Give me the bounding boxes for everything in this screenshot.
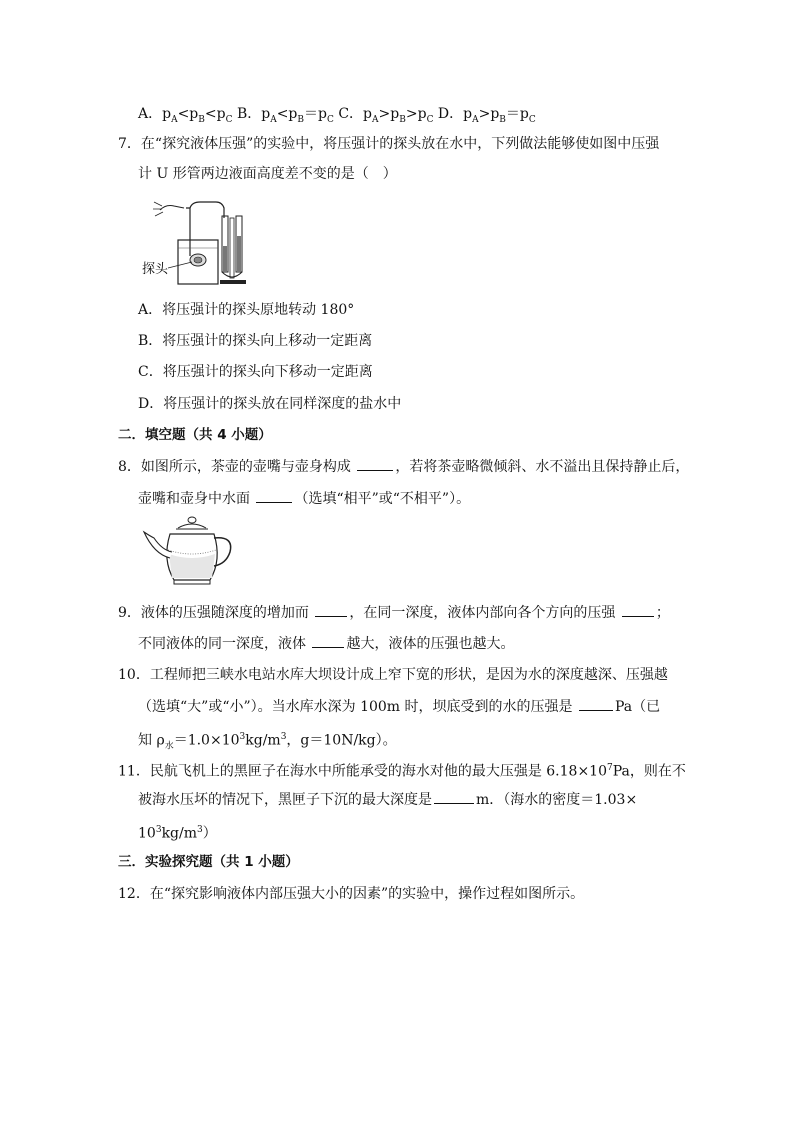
q10-text: ＝1.0×10: [173, 732, 240, 749]
q12-line1: [118, 884, 584, 904]
q8-line2: [138, 488, 470, 509]
q6-option-c: C．$p_A>p_B>p_C$: [338, 106, 434, 125]
question-number: 10．: [118, 667, 150, 683]
q9-line1: [118, 602, 670, 623]
q11-text: 被海水压坏的情况下，黑匣子下沉的最大深度是: [138, 792, 432, 808]
q12-text: 在“探究影响液体内部压强大小的因素”的实验中，操作过程如图所示。: [149, 886, 585, 902]
question-number: 8．: [118, 459, 141, 475]
figure-label-probe: 探头: [142, 262, 169, 277]
section-title: 三．实验探究题（共 1 小题）: [118, 854, 299, 870]
q9-text: 不同液体的同一深度，液体: [138, 636, 306, 652]
answer-blank[interactable]: [315, 602, 347, 617]
section-title: 二．填空题（共 4 小题）: [118, 427, 272, 443]
q11-text: m．（海水的密度＝1.03×: [476, 792, 638, 808]
answer-blank[interactable]: [357, 456, 393, 471]
superscript: 3: [280, 732, 287, 742]
q10-text: 工程师把三峡水电站水库大坝设计成上窄下宽的形状，是因为水的深度越深、压强越: [149, 667, 668, 683]
q11-line2: [138, 789, 637, 810]
q9-text: 液体的压强随深度的增加而: [140, 605, 309, 621]
question-text: 在“探究液体压强”的实验中，将压强计的探头放在水中，下列做法能够使如图中压强: [140, 136, 660, 152]
q10-text: 知 ρ: [138, 732, 165, 749]
q8-text: 如图所示，茶壶的壶嘴与壶身构成: [140, 459, 351, 475]
q8-line1: [118, 456, 689, 477]
q7-stem-line1: [118, 134, 659, 154]
superscript: 3: [239, 732, 246, 742]
q11-text: ）: [202, 825, 217, 842]
answer-blank[interactable]: [579, 696, 613, 711]
q9-text: ，在同一深度，液体内部向各个方向的压强: [349, 605, 616, 621]
question-number: 7．: [118, 136, 141, 152]
q8-text: ，若将茶壶略微倾斜、水不溢出且保持静止后，: [395, 459, 690, 475]
q9-text: ；: [655, 605, 670, 621]
question-number: 11．: [118, 763, 150, 780]
q6-option-a: A．$p_A<p_B<p_C$: [138, 106, 233, 125]
answer-blank[interactable]: [622, 602, 654, 617]
answer-blank[interactable]: [256, 488, 292, 503]
q10-text: Pa（已: [614, 699, 661, 715]
subscript: 水: [164, 741, 174, 752]
q6-option-b: B．$p_A<p_B=p_C$: [236, 106, 334, 125]
superscript: 7: [607, 763, 613, 773]
q9-text: 越大，液体的压强也越大。: [346, 636, 515, 652]
q7-option-b: B．将压强计的探头向上移动一定距离: [138, 333, 373, 349]
q8-text: （选填“相平”或“不相平”）。: [294, 491, 471, 507]
q10-line3: [138, 727, 397, 756]
q11-text: Pa，则在不: [612, 763, 686, 780]
q7-option-a: A．将压强计的探头原地转动 180°: [138, 302, 355, 318]
q7-option-c: C．将压强计的探头向下移动一定距离: [138, 364, 373, 380]
answer-blank[interactable]: [312, 633, 344, 648]
q10-line2: [138, 696, 660, 717]
superscript: 3: [197, 825, 203, 835]
answer-blank[interactable]: [434, 789, 474, 804]
q11-text: kg/m: [161, 825, 197, 842]
question-number: 12．: [118, 886, 150, 902]
q6-option-d: D．$p_A>p_B=p_C$: [437, 106, 536, 125]
q9-line2: [138, 633, 514, 654]
q11-line3: [138, 820, 217, 844]
q10-line1: [118, 665, 668, 685]
question-number: 9．: [118, 605, 141, 621]
q11-text: 民航飞机上的黑匣子在海水中所能承受的海水对他的最大压强是 6.18×10: [149, 763, 607, 780]
superscript: 3: [155, 825, 162, 835]
q10-text: kg/m: [245, 732, 281, 749]
q6-options-line: [138, 104, 536, 130]
q7-option-d: D．将压强计的探头放在同样深度的盐水中: [138, 396, 402, 412]
teapot-figure: [140, 514, 236, 588]
q8-text: 壶嘴和壶身中水面: [138, 491, 250, 507]
q11-text: 10: [138, 825, 156, 842]
q11-line1: [118, 758, 686, 782]
q7-stem-line2: 计 U 形管两边液面高度差不变的是（ ）: [138, 166, 397, 182]
q10-text: （选填“大”或“小”）。当水库水深为 100m 时，坝底受到的水的压强是: [138, 699, 573, 715]
q10-text: ，g＝10N/kg）。: [286, 732, 397, 749]
